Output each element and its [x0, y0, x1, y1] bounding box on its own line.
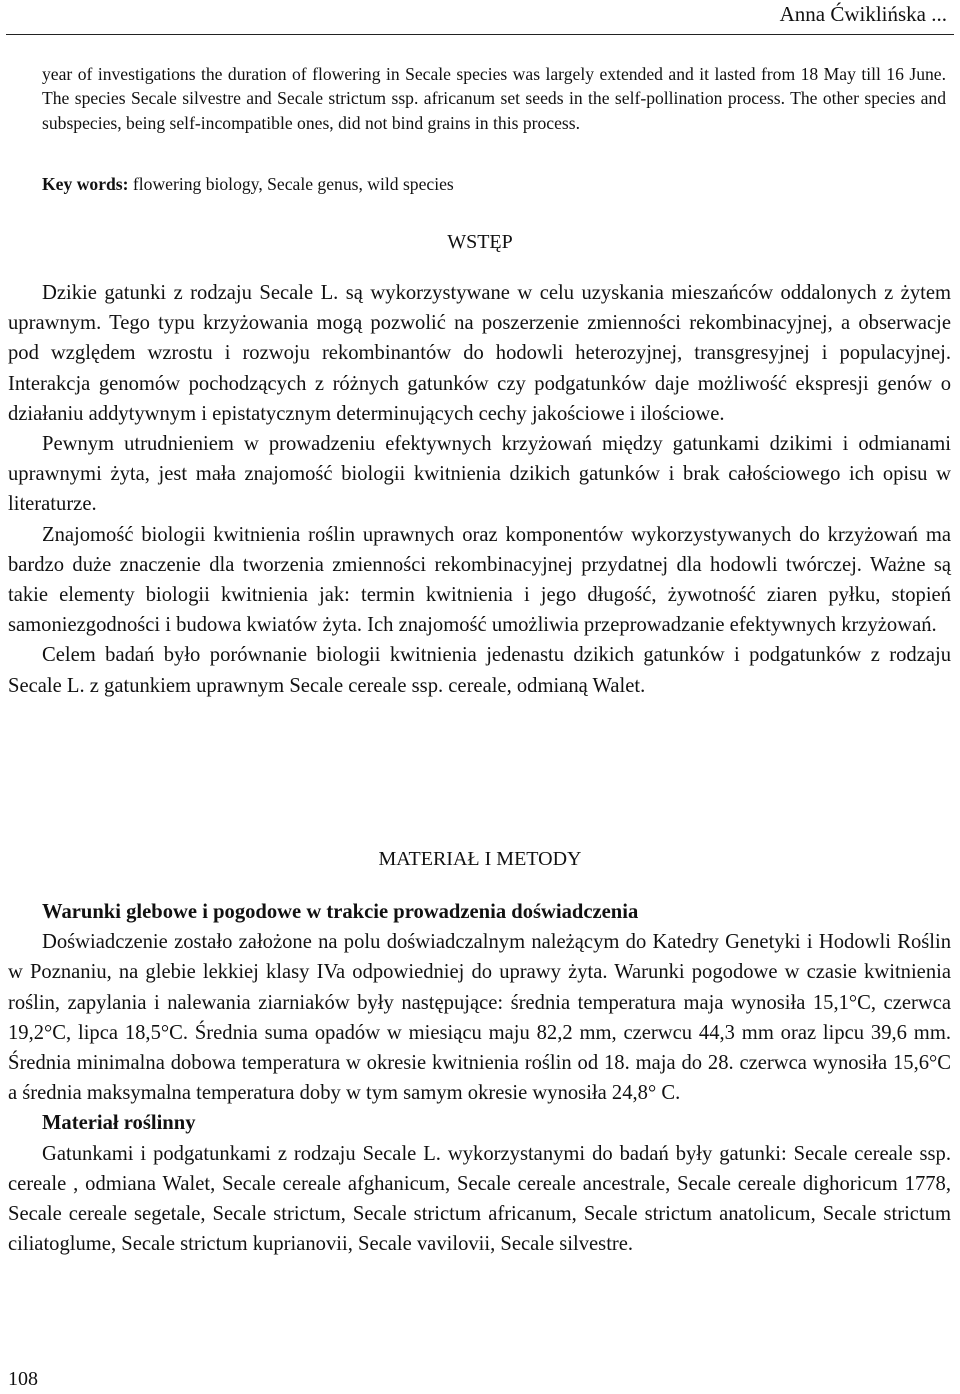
intro-paragraph-1: Dzikie gatunki z rodzaju Secale L. są wykorzystywane w celu uzyskania mieszańców oddalonych z żytem uprawnym. Tego typu krzyżowania mogą pozwolić na poszerzenie zmienności rekombinacyjnej, a obserwacje pod względem wzrostu i rozwoju rekombinantów do hodowli heterozyjnej, transgresyjnej i populacyjnej. Interakcja genomów pochodzących z różnych gatunków czy podgatunków daje możliwość ekspresji genów o działaniu addytywnym i epistatycznym determinujących cechy jakościowe i ilościowe.: [8, 282, 951, 425]
methods-paragraph-1: Doświadczenie zostało założone na polu doświadczalnym należącym do Katedry Genetyki i Hodowli Roślin w Poznaniu, na glebie lekkiej klasy IVa odpowiedniej do uprawy żyta. Warunki pogodowe w czasie kwitnienia roślin, zapylania i nalewania ziarniaków były następujące: średnia temperatura maja wynosiła 15,1°C, czerwca 19,2°C, lipca 18,5°C. Średnia suma opadów w miesiącu maju 82,2 mm, czerwcu 44,3 mm oraz lipcu 39,6 mm. Średnia minimalna dobowa temperatura w okresie kwitnienia roślin od 18. maja do 28. czerwca wynosiła 15,6°C a średnia maksymalna temperatura doby w tym samym okresie wynosiła 24,8° C.: [8, 931, 951, 1105]
running-head: Anna Ćwiklińska ...: [779, 2, 947, 26]
intro-paragraph-4: Celem badań było porównanie biologii kwitnienia jedenastu dzikich gatunków i podgatunków z rodzaju Secale L. z gatunkiem uprawnym Secale cereale ssp. cereale, odmianą Walet.: [8, 644, 951, 697]
keywords: [42, 174, 946, 195]
subheading-soil-weather: Warunki glebowe i pogodowe w trakcie prowadzenia doświadczenia: [42, 901, 639, 923]
intro-paragraph-2: Pewnym utrudnieniem w prowadzeniu efektywnych krzyżowań między gatunkami dzikimi i odmianami uprawnymi żyta, jest mała znajomość biologii kwitnienia dzikich gatunków i brak całościowego ich opisu w literaturze.: [8, 433, 951, 516]
header-rule: [6, 34, 954, 35]
section-heading-introduction: WSTĘP: [447, 231, 513, 253]
methods-paragraph-2: Gatunkami i podgatunkami z rodzaju Secale L. wykorzystanymi do badań były gatunki: Secale cereale ssp. cereale , odmiana Walet, Secale cereale afghanicum, Secale cereale ancestrale, Secale cereale dighoricum 1778, Secale cereale segetale, Secale strictum, Secale strictum africanum, Secale strictum anatolicum, Secale strictum ciliatoglume, Secale strictum kuprianovii, Secale vavilovii, Secale silvestre.: [8, 1142, 951, 1256]
keywords-label: Key words:: [42, 174, 129, 194]
methods-body: [8, 897, 951, 1259]
introduction-body: [8, 278, 951, 701]
page-number: 108: [8, 1368, 38, 1390]
section-heading-methods: MATERIAŁ I METODY: [378, 848, 582, 870]
intro-paragraph-3: Znajomość biologii kwitnienia roślin uprawnych oraz komponentów wykorzystywanych do krzyżowań ma bardzo duże znaczenie dla tworzenia zmienności rekombinacyjnej przydatnej dla hodowli twórczej. Ważne są takie elementy biologii kwitnienia jak: termin kwitnienia i jego długość, żywotność ziaren pyłku, stopień samoniezgodności i budowa kwiatów żyta. Ich znajomość umożliwia przeprowadzanie efektywnych krzyżowań.: [8, 523, 951, 637]
subheading-plant-material: Materiał roślinny: [42, 1112, 196, 1135]
abstract-text: year of investigations the duration of flowering in Secale species was largely extended and it lasted from 18 May till 16 June. The species Secale silvestre and Secale strictum ssp. africanum set seeds in the self-pollination process. The other species and subspecies, being self-incompatible ones, did not bind grains in this process.: [42, 64, 946, 133]
keywords-text: flowering biology, Secale genus, wild species: [132, 174, 454, 194]
